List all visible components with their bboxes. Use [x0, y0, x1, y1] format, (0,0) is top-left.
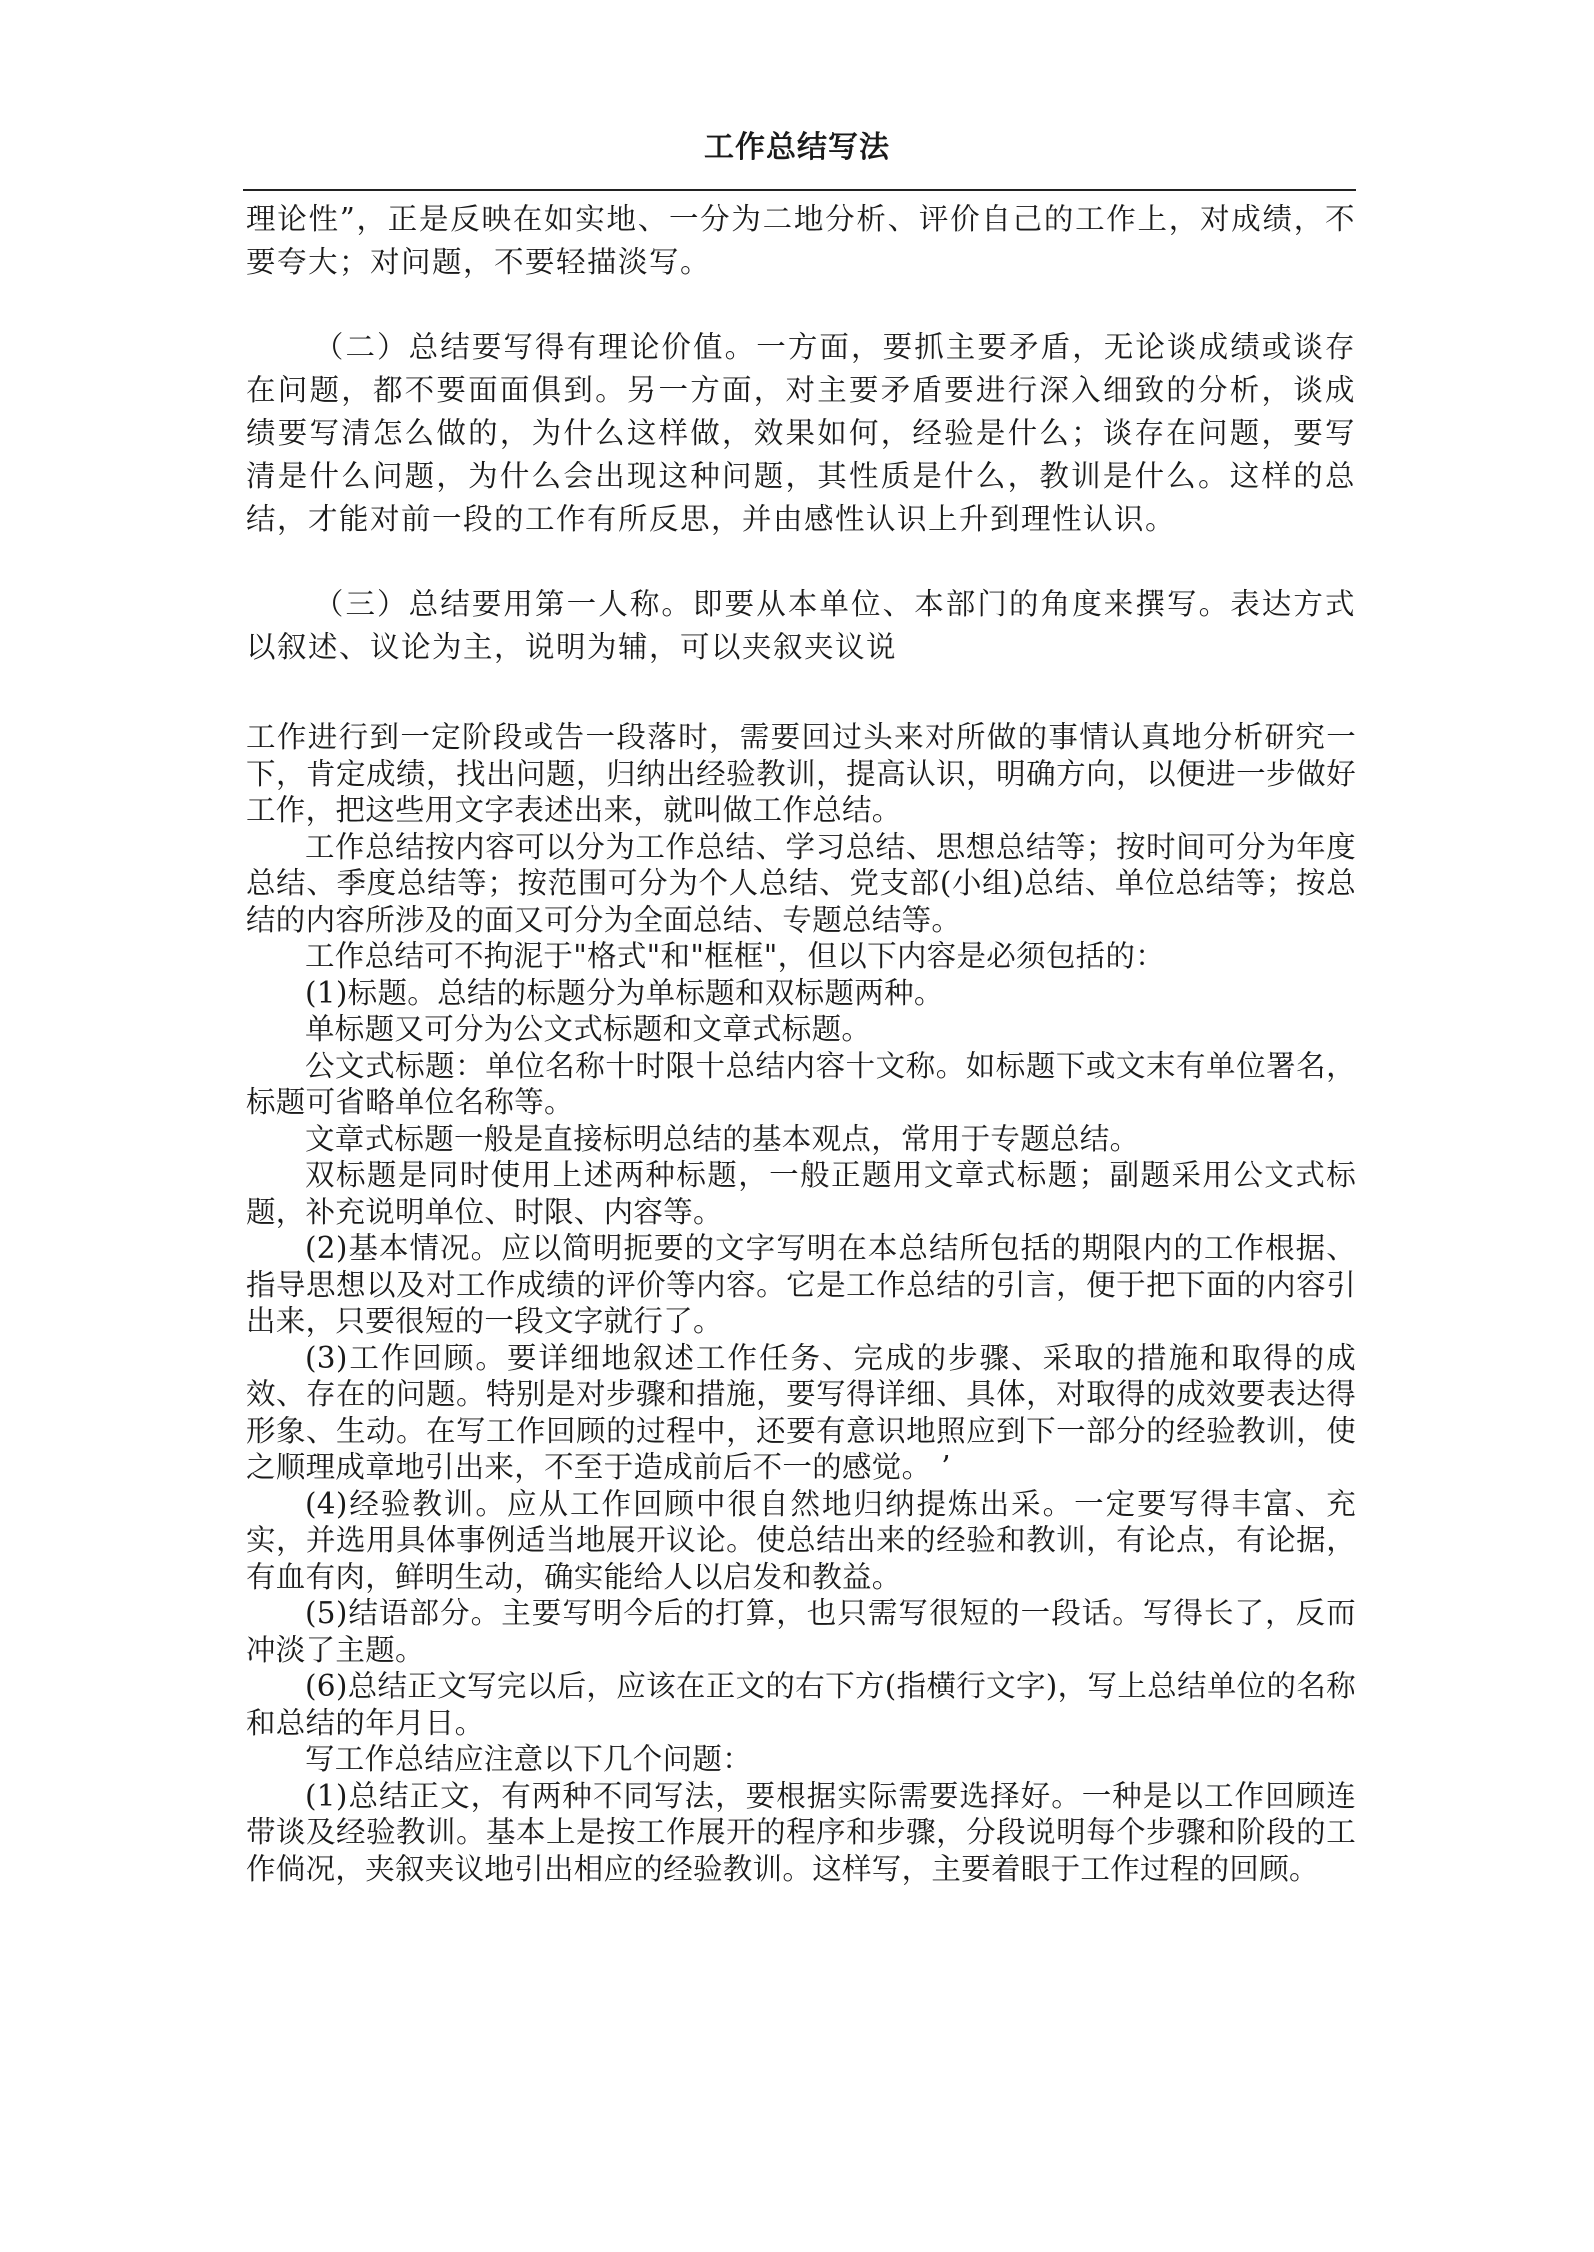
paragraph-spacer: [246, 541, 1356, 583]
paragraph-item-conclusion: (5)结语部分。主要写明今后的打算，也只需写很短的一段话。写得长了，反而冲淡了主题。: [246, 1596, 1356, 1667]
paragraph-item-title: (1)标题。总结的标题分为单标题和双标题两种。: [305, 975, 944, 1010]
paragraph-categories: 工作总结按内容可以分为工作总结、学习总结、思想总结等；按时间可分为年度总结、季度总结等；按范围可分为个人总结、党支部(小组)总结、单位总结等；按总结的内容所涉及的面又可分为全面总结、专题总结等。: [246, 829, 1356, 937]
paragraph-item-lessons: (4)经验教训。应从工作回顾中很自然地归纳提炼出采。一定要写得丰富、充实，并选用具体事例适当地展开议论。使总结出来的经验和教训，有论点，有论据，有血有肉，鲜明生动，确实能给人以启发和教益。: [246, 1486, 1356, 1594]
paragraph-required-content: 工作总结可不拘泥于"格式"和"框框"，但以下内容是必须包括的：: [305, 939, 1166, 973]
paragraph-note-1: (1)总结正文，有两种不同写法，要根据实际需要选择好。一种是以工作回顾连带谈及经验教训。基本上是按工作展开的程序和步骤，分段说明每个步骤和阶段的工作倘况，夹叙夹议地引出相应的经验教训。这样写，主要着眼于工作过程的回顾。: [246, 1778, 1356, 1886]
paragraph-intro-1: 理论性”，正是反映在如实地、一分为二地分析、评价自己的工作上，对成绩，不要夸大；对问题，不要轻描淡写。: [246, 202, 1356, 279]
paragraph-official-title: 公文式标题：单位名称十时限十总结内容十文称。如标题下或文末有单位署名，标题可省略单位名称等。: [246, 1048, 1356, 1119]
paragraph-intro-2: （二）总结要写得有理论价值。一方面，要抓主要矛盾，无论谈成绩或谈存在问题，都不要面面俱到。另一方面，对主要矛盾要进行深入细致的分析，谈成绩要写清怎么做的，为什么这样做，效果如何，经验是什么；谈存在问题，要写清是什么问题，为什么会出现这种问题，其性质是什么，教训是什么。这样的总结，才能对前一段的工作有所反思，并由感性认识上升到理性认识。: [246, 330, 1356, 536]
header-divider: [243, 189, 1356, 191]
page-header-title: 工作总结写法: [704, 130, 890, 165]
paragraph-article-title: 文章式标题一般是直接标明总结的基本观点，常用于专题总结。: [305, 1121, 1140, 1156]
document-body: [246, 198, 1356, 1887]
paragraph-item-signature: (6)总结正文写完以后，应该在正文的右下方(指横行文字)，写上总结单位的名称和总结的年月日。: [246, 1669, 1356, 1740]
paragraph-spacer: [246, 284, 1356, 326]
paragraph-notes-heading: 写工作总结应注意以下几个问题：: [305, 1742, 753, 1776]
paragraph-item-work-review: (3)工作回顾。要详细地叙述工作任务、完成的步骤、采取的措施和取得的成效、存在的问题。特别是对步骤和措施，要写得详细、具体，对取得的成效要表达得形象、生动。在写工作回顾的过程中，还要有意识地照应到下一部分的经验教训，使之顺理成章地引出来，不至于造成前后不一的感觉。 ’: [246, 1340, 1356, 1484]
paragraph-single-title: 单标题又可分为公文式标题和文章式标题。: [305, 1012, 872, 1046]
paragraph-spacer: [246, 669, 1356, 719]
paragraph-item-basic-info: (2)基本情况。应以简明扼要的文字写明在本总结所包括的期限内的工作根据、指导思想以及对工作成绩的评价等内容。它是工作总结的引言，便于把下面的内容引出来，只要很短的一段文字就行了。: [246, 1231, 1356, 1338]
paragraph-intro-3: （三）总结要用第一人称。即要从本单位、本部门的角度来撰写。表达方式以叙述、议论为主，说明为辅，可以夹叙夹议说: [246, 587, 1356, 664]
paragraph-definition: 工作进行到一定阶段或告一段落时，需要回过头来对所做的事情认真地分析研究一下，肯定成绩，找出问题，归纳出经验教训，提高认识，明确方向，以便进一步做好工作，把这些用文字表述出来，就叫做工作总结。: [246, 720, 1356, 827]
paragraph-double-title: 双标题是同时使用上述两种标题，一般正题用文章式标题；副题采用公文式标题，补充说明单位、时限、内容等。: [246, 1158, 1356, 1229]
